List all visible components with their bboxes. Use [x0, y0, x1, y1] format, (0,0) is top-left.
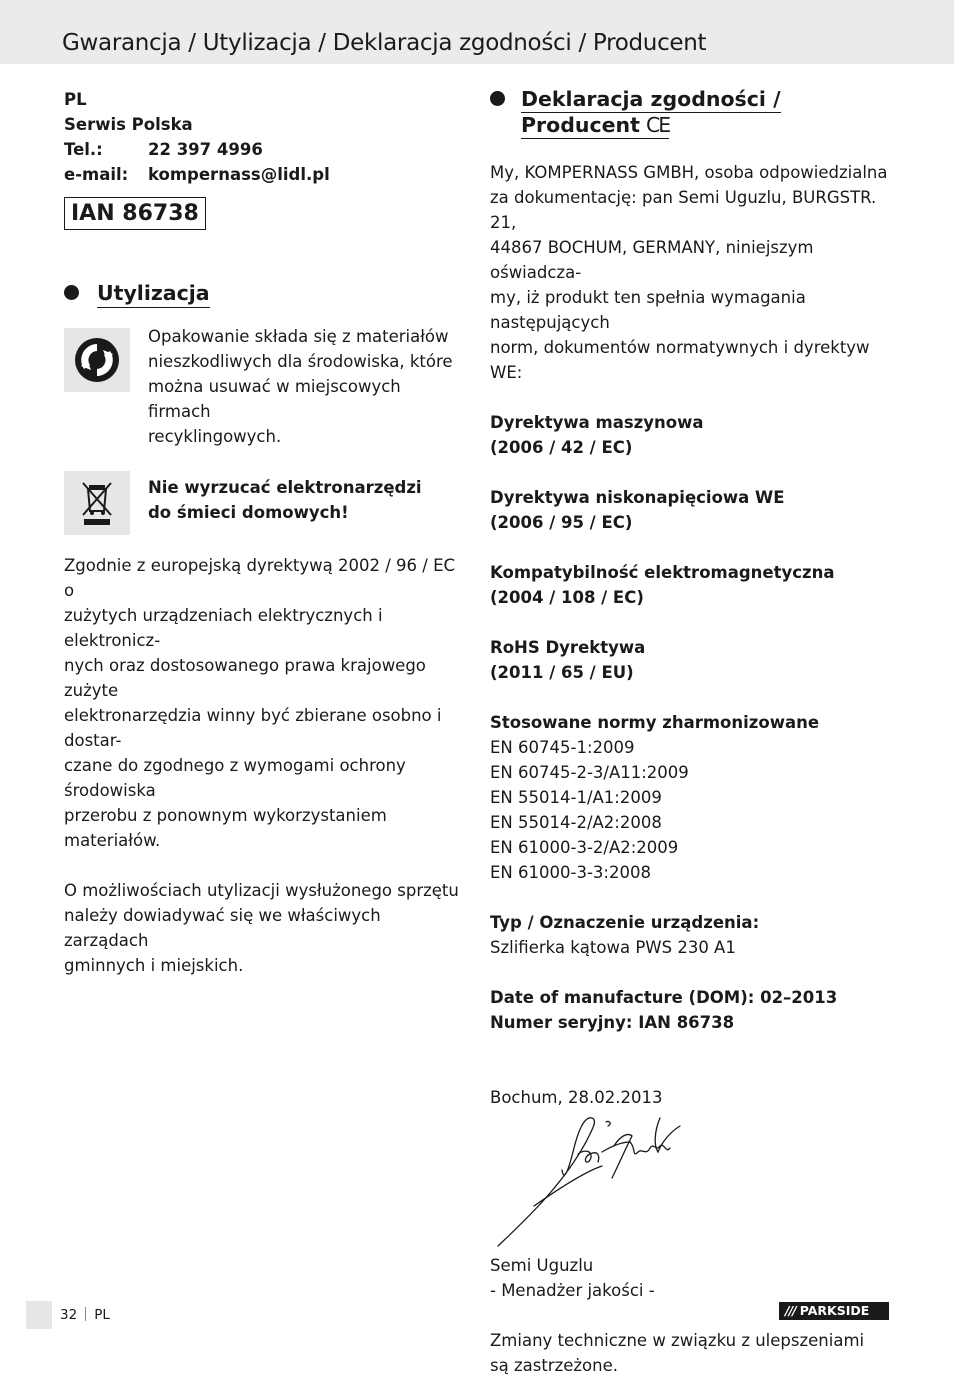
directive-name: Kompatybilność elektromagnetyczna — [490, 563, 835, 582]
norm-item: EN 60745-2-3/A11:2009 — [490, 763, 689, 782]
place-date: Bochum, 28.02.2013 — [490, 1088, 663, 1107]
footer-divider — [85, 1307, 86, 1321]
signer-role: - Menadżer jakości - — [490, 1281, 655, 1300]
weee-warning-text: Nie wyrzucać elektronarzędzi do śmieci domowych! — [148, 478, 422, 522]
type-heading: Typ / Oznaczenie urządzenia: — [490, 913, 760, 932]
ian-box: IAN 86738 — [64, 197, 206, 230]
page-title: Gwarancja / Utylizacja / Deklaracja zgodności / Producent — [62, 30, 707, 56]
bullet-icon — [490, 91, 505, 106]
footer-page-info — [60, 1305, 110, 1325]
directives-list — [490, 410, 900, 685]
right-column — [490, 87, 900, 1378]
weee-warning — [64, 471, 464, 535]
contact-email — [64, 162, 464, 187]
email-label: e-mail: — [64, 165, 129, 184]
utylizacja-heading: Utylizacja — [64, 280, 464, 308]
ce-mark: CE — [645, 113, 670, 137]
norm-item: EN 61000-3-2/A2:2009 — [490, 838, 679, 857]
directive-item — [490, 635, 900, 685]
bullet-icon — [64, 285, 79, 300]
tel-label: Tel.: — [64, 140, 103, 159]
contact-country: PL — [64, 90, 87, 109]
directive-code: (2006 / 95 / EC) — [490, 513, 633, 532]
page-number: 32 — [60, 1307, 78, 1323]
directive-item — [490, 410, 900, 460]
disposal-info-paragraph: O możliwościach utylizacji wysłużonego sprzętu należy dowiadywać się we właściwych zarządach gminnych i miejskich. — [64, 881, 459, 975]
serial-number: Numer seryjny: IAN 86738 — [490, 1013, 735, 1032]
directive-name: Dyrektywa maszynowa — [490, 413, 704, 432]
date-of-manufacture: Date of manufacture (DOM): 02–2013 — [490, 988, 838, 1007]
parkside-logo: /// PARKSIDE — [779, 1302, 889, 1320]
directive-code: (2006 / 42 / EC) — [490, 438, 633, 457]
signer-name: Semi Uguzlu — [490, 1256, 594, 1275]
deklaracja-heading: Deklaracja zgodności / Producent CE — [490, 86, 900, 138]
signature-image — [494, 1112, 704, 1252]
contact-company: Serwis Polska — [64, 115, 193, 134]
norm-item: EN 55014-2/A2:2008 — [490, 813, 662, 832]
declaration-intro: My, KOMPERNASS GMBH, osoba odpowiedzialna za dokumentację: pan Semi Uguzlu, BURGSTR. 21, 44867 BOCHUM, GERMANY, niniejszym oświadcza- my, iż produkt ten spełnia wymagania następujących norm, dokumentów normatywnych i dyrektyw WE: — [490, 163, 888, 382]
directive-name: RoHS Dyrektywa — [490, 638, 646, 657]
left-column — [64, 87, 464, 978]
page-header — [0, 0, 954, 64]
packaging-info — [64, 328, 464, 449]
tel-value: 22 397 4996 — [148, 140, 263, 159]
directive-item — [490, 485, 900, 535]
norms-heading: Stosowane normy zharmonizowane — [490, 713, 820, 732]
norms-list — [490, 735, 900, 885]
packaging-text: Opakowanie składa się z materiałów nieszkodliwych dla środowiska, które można usuwać w miejscowych firmach recyklingowych. — [148, 327, 453, 446]
directive-item — [490, 560, 900, 610]
contact-tel — [64, 137, 464, 162]
weee-directive-paragraph: Zgodnie z europejską dyrektywą 2002 / 96 / EC o zużytych urządzeniach elektrycznych i elektronicz- nych oraz dostosowanego prawa krajowego zużyte elektronarzędzia winny być zbierane osobno i dostar- czane do zgodnego z wymogami ochrony środowiska przerobu z ponownym wykorzystaniem materiałów. — [64, 556, 456, 850]
footer-marker — [26, 1301, 52, 1329]
email-value: kompernass@lidl.pl — [148, 165, 330, 184]
footer-language: PL — [94, 1307, 110, 1323]
norm-item: EN 61000-3-3:2008 — [490, 863, 651, 882]
norm-item: EN 55014-1/A1:2009 — [490, 788, 662, 807]
directive-code: (2004 / 108 / EC) — [490, 588, 644, 607]
directive-code: (2011 / 65 / EU) — [490, 663, 634, 682]
technical-changes-note: Zmiany techniczne w związku z ulepszeniami są zastrzeżone. — [490, 1331, 865, 1375]
directive-name: Dyrektywa niskonapięciowa WE — [490, 488, 785, 507]
type-value: Szlifierka kątowa PWS 230 A1 — [490, 938, 736, 957]
norm-item: EN 60745-1:2009 — [490, 738, 635, 757]
green-dot-recycle-icon — [64, 328, 130, 392]
crossed-out-bin-icon — [64, 471, 130, 535]
